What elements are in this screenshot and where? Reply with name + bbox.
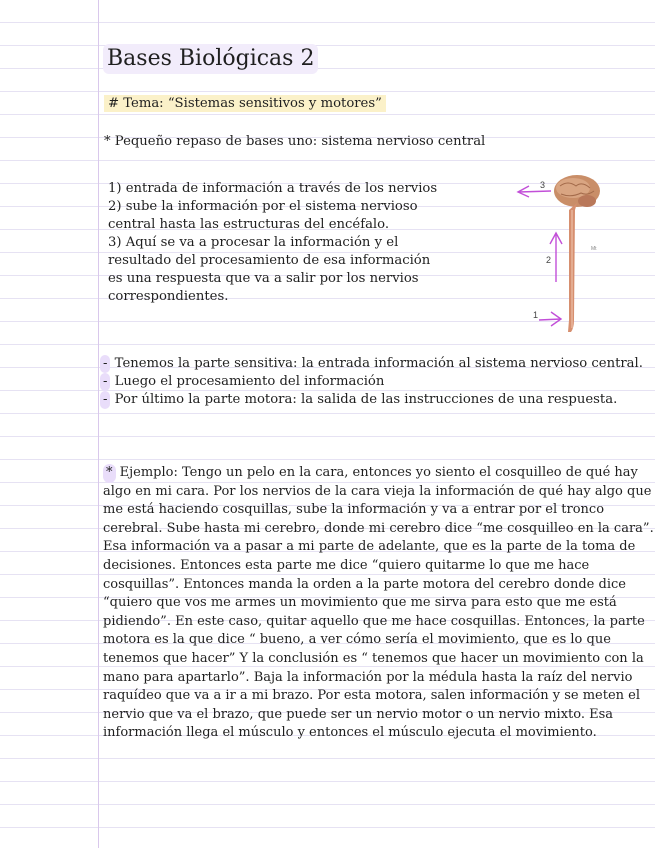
diagram-label-side: Mt bbox=[591, 246, 597, 252]
example-line: me está haciendo cosquillas, sube la información y va a entrar por el tronco bbox=[103, 502, 605, 518]
example-line: Esa información va a pasar a mi parte de adelante, que es la parte de la toma de bbox=[103, 539, 636, 555]
example-line: pidiendo”. En este caso, quitar aquello que me hace cosquillas. Entonces, la parte bbox=[103, 613, 645, 629]
dash-bullet: - bbox=[100, 355, 110, 373]
arrow-bottom-icon bbox=[539, 312, 561, 326]
review-heading: * Pequeño repaso de bases uno: sistema nervioso central bbox=[104, 134, 486, 149]
nervous-system-diagram bbox=[505, 170, 615, 335]
dash-bullet: - bbox=[100, 373, 110, 391]
example-line: raquídeo que va a ir a mi brazo. Por esta motora, salen información y se meten el bbox=[103, 688, 640, 704]
list-item bbox=[100, 391, 643, 409]
numbered-list bbox=[108, 180, 437, 306]
dash-list bbox=[100, 355, 643, 409]
example-line bbox=[103, 464, 654, 483]
list-item: 3) Aquí se va a procesar la información y el bbox=[108, 235, 399, 250]
list-item: 1) entrada de información a través de los nervios bbox=[108, 181, 438, 196]
example-line: información llega el músculo y entonces el músculo ejecuta el movimiento. bbox=[103, 725, 597, 741]
example-line: motora es la que dice “ bueno, a ver cómo sería el movimiento, que es lo que bbox=[103, 632, 611, 648]
example-line: “quiero que vos me armes un movimiento que me sirva para esto que me está bbox=[103, 595, 617, 611]
topic-text: # Tema: “Sistemas sensitivos y motores” bbox=[104, 95, 386, 112]
list-item: resultado del procesamiento de esa información bbox=[108, 253, 431, 268]
example-line: mano para apartarlo”. Baja la información por la médula hasta la raíz del nervio bbox=[103, 669, 633, 685]
example-line-text: Ejemplo: Tengo un pelo en la cara, entonces yo siento el cosquilleo de qué hay bbox=[119, 465, 638, 480]
dash-item-text: Tenemos la parte sensitiva: la entrada información al sistema nervioso central. bbox=[114, 356, 643, 371]
list-item bbox=[100, 355, 643, 373]
example-line: cosquillas”. Entonces manda la orden a la parte motora del cerebro donde dice bbox=[103, 576, 626, 592]
brain-illustration bbox=[554, 175, 600, 207]
arrow-top-icon bbox=[518, 186, 551, 197]
dash-item-text: Luego el procesamiento del información bbox=[114, 374, 385, 389]
example-line: tenemos que hacer” Y la conclusión es “ tenemos que hacer un movimiento con la bbox=[103, 650, 644, 666]
dash-bullet: - bbox=[100, 391, 110, 409]
page-title: Bases Biológicas 2 bbox=[103, 44, 318, 74]
example-bullet: * bbox=[103, 464, 116, 483]
dash-item-text: Por último la parte motora: la salida de las instrucciones de una respuesta. bbox=[114, 392, 618, 407]
diagram-label-3: 3 bbox=[540, 180, 546, 190]
diagram-label-2: 2 bbox=[546, 255, 552, 265]
example-line: cerebral. Sube hasta mi cerebro, donde mi cerebro dice “me cosquilleo en la cara”. bbox=[103, 520, 654, 536]
topic-heading bbox=[104, 95, 386, 113]
list-item: 2) sube la información por el sistema nervioso bbox=[108, 199, 418, 214]
arrow-middle-icon bbox=[550, 233, 562, 282]
example-line: algo en mi cara. Por los nervios de la cara vieja la información de qué hay algo que bbox=[103, 483, 652, 499]
example-paragraph bbox=[103, 464, 654, 743]
list-item bbox=[100, 373, 643, 391]
example-line: nervio que va el brazo, que puede ser un nervio motor o un nervio mixto. Esa bbox=[103, 706, 614, 722]
list-item: correspondientes. bbox=[108, 289, 229, 304]
list-item: central hasta las estructuras del encéfalo. bbox=[108, 217, 390, 232]
spinal-cord-highlight bbox=[571, 210, 573, 328]
diagram-label-1: 1 bbox=[533, 310, 539, 320]
example-line: decisiones. Entonces esta parte me dice “quiero quitarme lo que me hace bbox=[103, 557, 590, 573]
list-item: es una respuesta que va a salir por los nervios bbox=[108, 271, 419, 286]
